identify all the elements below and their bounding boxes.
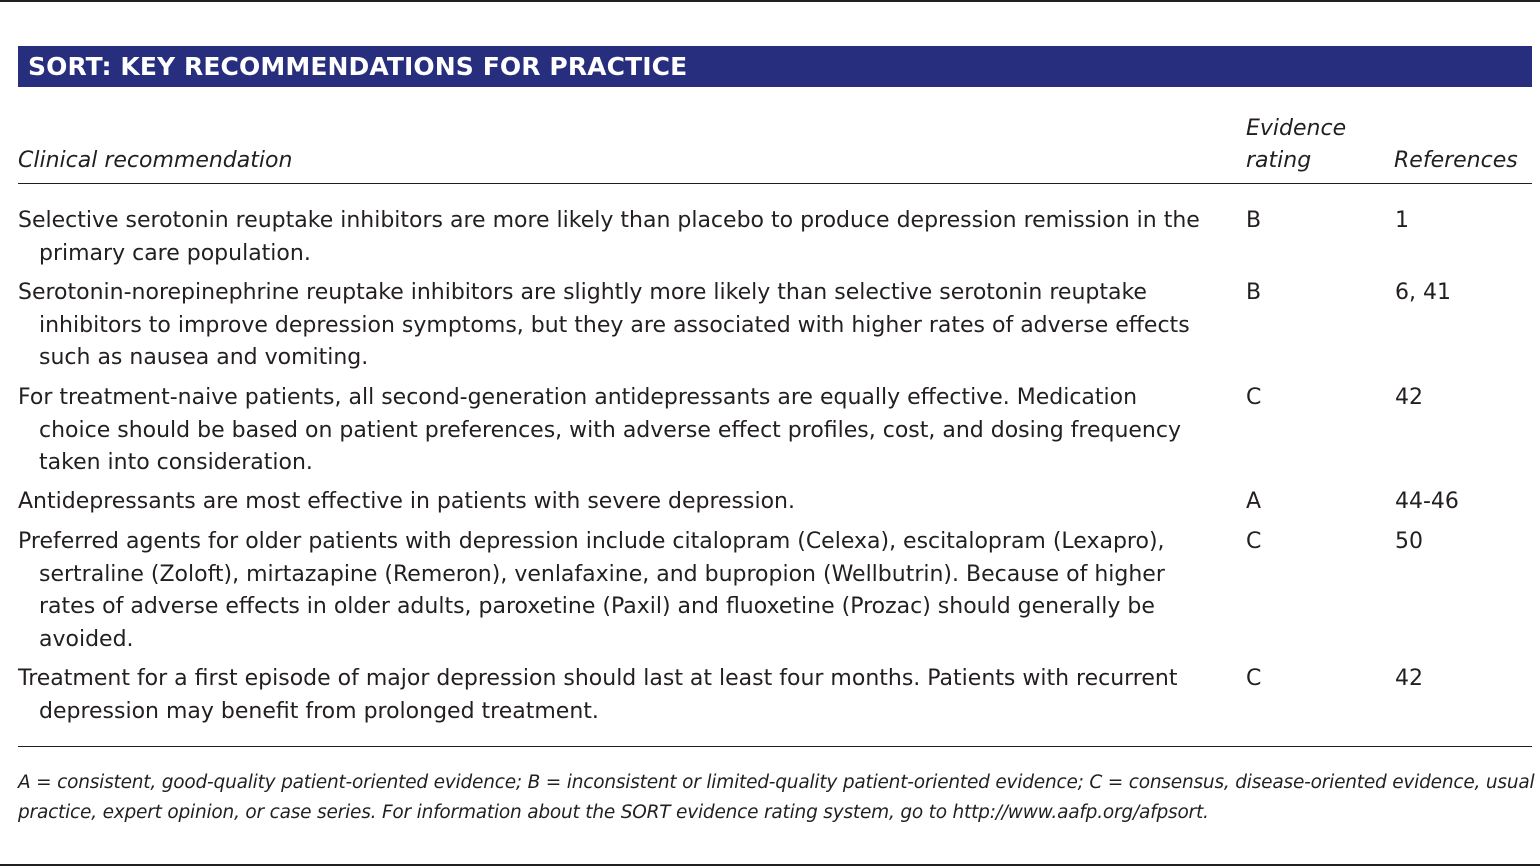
recommendation-text: Preferred agents for older patients with depression include citalopram (Celexa), escitalopram (Lexapro), sertraline (Zoloft), mirtazapine (Remeron), venlafaxine, and bupropion (Wellbutrin). Because of higher rates of adverse effects in older adults, paroxetine (Paxil) and fluoxetine (Prozac) should generally be avoided. — [18, 529, 1165, 652]
reference-numbers: 42 — [1395, 666, 1423, 691]
evidence-header-line-2: rating — [1246, 148, 1312, 173]
recommendation-text: Selective serotonin reuptake inhibitors are more likely than placebo to produce depression remission in the primary care population. — [18, 208, 1200, 266]
recommendation-text: For treatment-naive patients, all second-generation antidepressants are equally effective. Medication choice should be based on patient preferences, with adverse effect profiles, cost, and dosing frequency taken into consideration. — [18, 385, 1181, 475]
evidence-rating: C — [1246, 385, 1262, 410]
reference-numbers: 6, 41 — [1395, 280, 1451, 305]
column-header-evidence-rating — [1246, 113, 1346, 177]
recommendation-text: Treatment for a first episode of major depression should last at least four months. Patients with recurrent depression may benefit from prolonged treatment. — [18, 666, 1178, 724]
table-bottom-divider — [18, 746, 1532, 747]
evidence-rating: C — [1246, 666, 1262, 691]
top-border — [0, 0, 1540, 2]
evidence-rating-footnote: A = consistent, good-quality patient-oriented evidence; B = inconsistent or limited-quality patient-oriented evidence; C = consensus, disease-oriented evidence, usual practice, expert opinion, or case series. For information about the SORT evidence rating system, go to http://www.aafp.org/afpsort. — [18, 772, 1535, 823]
evidence-rating: B — [1246, 208, 1262, 233]
column-header-recommendation: Clinical recommendation — [18, 148, 293, 173]
header-divider — [18, 183, 1532, 184]
sort-banner-title: SORT: KEY RECOMMENDATIONS FOR PRACTICE — [18, 46, 1532, 87]
reference-numbers: 44-46 — [1395, 489, 1459, 514]
column-header-references: References — [1394, 148, 1518, 173]
reference-numbers: 42 — [1395, 385, 1423, 410]
evidence-header-line-1: Evidence — [1246, 116, 1347, 141]
recommendation-text: Serotonin-norepinephrine reuptake inhibitors are slightly more likely than selective serotonin reuptake inhibitors to improve depression symptoms, but they are associated with higher rates of adverse effects such as nausea and vomiting. — [18, 280, 1190, 370]
evidence-rating: C — [1246, 529, 1262, 554]
evidence-rating: B — [1246, 280, 1262, 305]
evidence-rating: A — [1246, 489, 1262, 514]
reference-numbers: 50 — [1395, 529, 1423, 554]
reference-numbers: 1 — [1395, 208, 1409, 233]
recommendation-text: Antidepressants are most effective in patients with severe depression. — [18, 489, 795, 514]
